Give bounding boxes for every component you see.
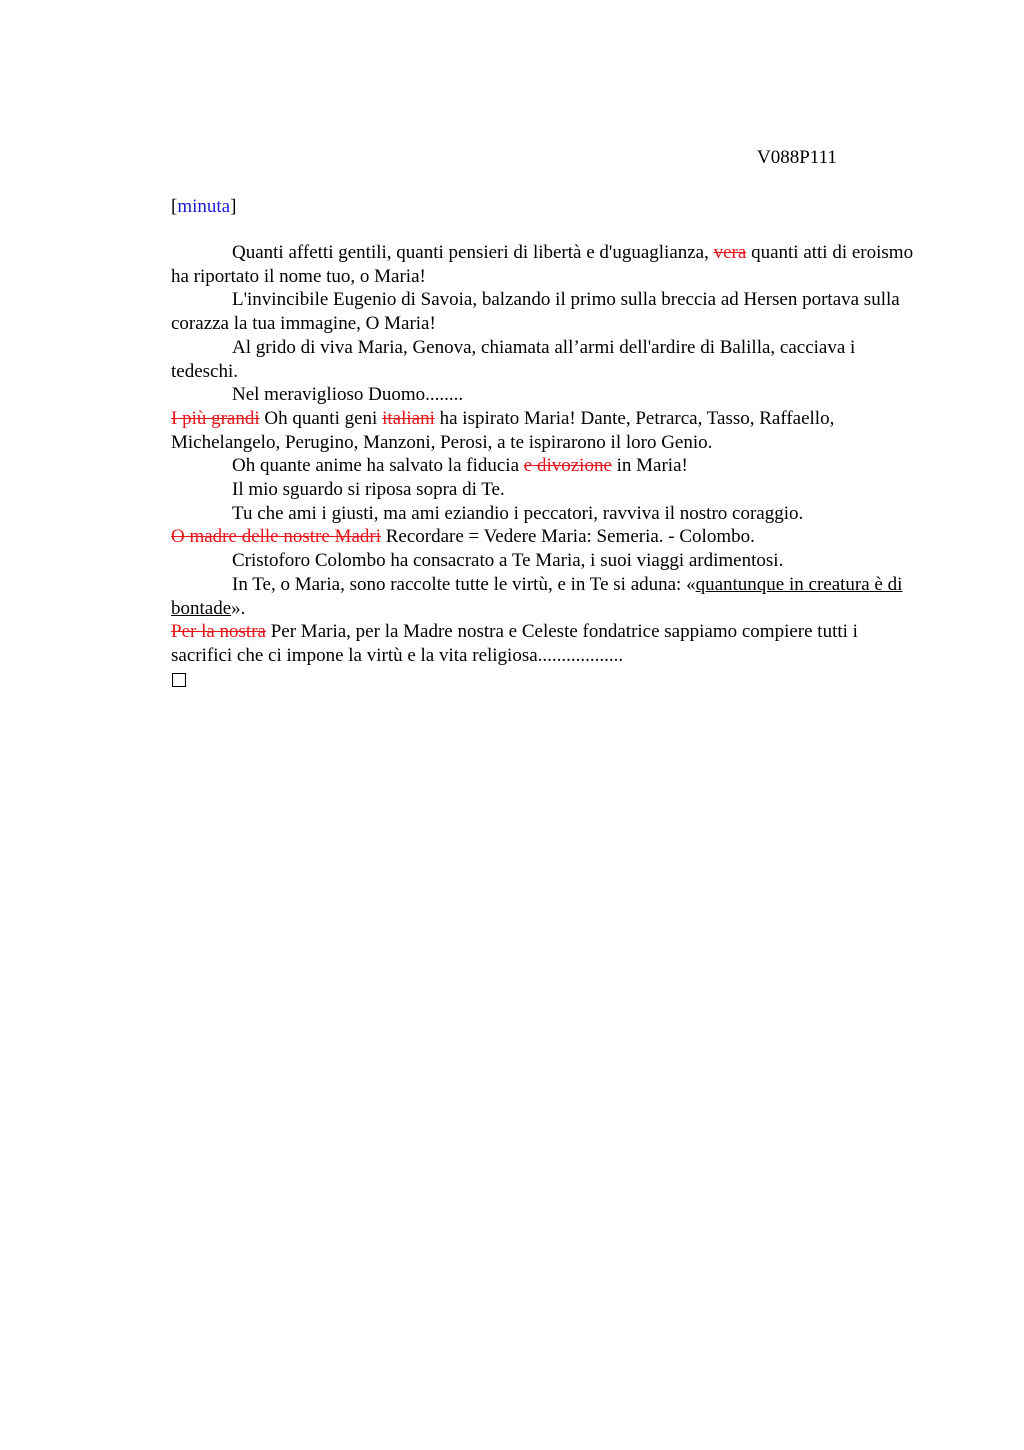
tag-label: minuta <box>177 196 231 217</box>
deleted-text: Per la nostra <box>171 621 266 643</box>
text-run: ». <box>231 597 246 619</box>
paragraph-4: Nel meraviglioso Duomo........ <box>232 384 464 406</box>
empty-square-icon <box>172 673 186 687</box>
paragraph-5 <box>171 407 921 454</box>
paragraph-7: Il mio sguardo si riposa sopra di Te. <box>232 479 505 501</box>
paragraph-8: Tu che ami i giusti, ma ami eziandio i peccatori, ravviva il nostro coraggio. <box>232 502 804 524</box>
end-marker <box>171 668 921 694</box>
document-tag <box>171 195 236 219</box>
deleted-text: e divozione <box>523 455 612 477</box>
paragraph-9 <box>171 525 921 549</box>
paragraph-10: Cristoforo Colombo ha consacrato a Te Maria, i suoi viaggi ardimentosi. <box>232 550 784 572</box>
paragraph-3: Al grido di viva Maria, Genova, chiamata all’armi dell'ardire di Balilla, cacciava i tedeschi. <box>171 336 856 382</box>
text-run: Quanti affetti gentili, quanti pensieri di libertà e d'uguaglianza, <box>232 242 714 263</box>
paragraph-1 <box>171 241 921 288</box>
document-body <box>171 241 921 693</box>
text-run: Recordare = Vedere Maria: Semeria. - Colombo. <box>380 526 755 548</box>
text-run: Per Maria, per la Madre nostra e Celeste fondatrice sappiamo compiere tutti i sacrifici che ci impone la virtù e la vita religiosa.................. <box>171 621 858 666</box>
deleted-text: I più grandi <box>171 407 260 429</box>
paragraph-12 <box>171 620 921 667</box>
paragraph-11 <box>171 573 921 620</box>
text-run: Oh quanti geni <box>259 407 383 429</box>
text-run: Oh quante anime ha salvato la fiducia <box>232 455 524 477</box>
quoted-text: quantunque in creatura è di bontade <box>171 573 903 619</box>
tag-close-bracket: ] <box>230 196 237 217</box>
text-run: ha ispirato Maria! Dante, Petrarca, Tasso, Raffaello, Michelangelo, Perugino, Manzoni, Perosi, a te ispirarono il loro Genio. <box>171 407 835 453</box>
paragraph-2: L'invincibile Eugenio di Savoia, balzando il primo sulla breccia ad Hersen portava sulla corazza la tua immagine, O Maria! <box>171 289 900 335</box>
tag-open-bracket: [ <box>171 196 178 217</box>
text-run: quanti atti di eroismo ha riportato il nome tuo, o Maria! <box>171 242 914 287</box>
page-id: V088P111 <box>757 147 837 168</box>
deleted-text: O madre delle nostre Madri <box>171 526 381 548</box>
paragraph-6 <box>171 454 921 478</box>
deleted-text: italiani <box>382 407 435 429</box>
text-run: In Te, o Maria, sono raccolte tutte le virtù, e in Te si aduna: « <box>232 573 696 595</box>
deleted-text: vera <box>713 242 747 263</box>
text-run: in Maria! <box>611 455 688 477</box>
